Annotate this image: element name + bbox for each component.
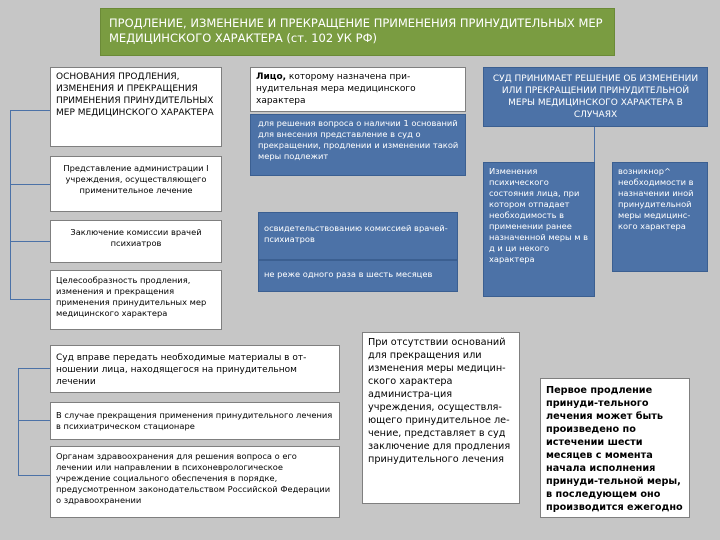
transfer-connector-mid — [18, 420, 50, 421]
person-header-text: которому назначена при-нудительная мера медицинского характера — [256, 72, 416, 106]
person-examination-box: освидетельствованию комиссией врачей-психиатров — [258, 212, 458, 260]
court-case-new-measure: возникнор^ необходимости в назначении иной принудительной меры медицинс-кого характера — [612, 162, 708, 272]
first-prolongation-box: Первое продление принуди-тельного лечения может быть произведено по истечении шести месяцев с момента начала исполнения принуди-тельной меры, в последующем оно производится ежегодно — [540, 378, 690, 518]
transfer-case-health-authorities: Органам здравоохранения для решения вопроса о его лечении или направлении в психоневрологическое учреждение социального обеспечения в порядке, предусмотренном законодательством Российской Федерации о здравоохранении — [50, 446, 340, 518]
transfer-connector — [18, 368, 50, 476]
grounds-connector-mid2 — [10, 241, 50, 242]
person-frequency-box: не реже одного раза в шесть месяцев — [258, 260, 458, 292]
court-transfer-header: Суд вправе передать необходимые материалы в от-ношении лица, находящегося на принудительном лечении — [50, 345, 340, 393]
diagram-title: ПРОДЛЕНИЕ, ИЗМЕНЕНИЕ И ПРЕКРАЩЕНИЕ ПРИМЕНЕНИЯ ПРИНУДИТЕЛЬНЫХ МЕР МЕДИЦИНСКОГО ХАРАКТЕРА (ст. 102 УК РФ) — [100, 8, 615, 56]
person-header-box — [250, 67, 466, 112]
grounds-item-expediency: Целесообразность продления, изменения и прекращения применения принудительных мер медицинского характера — [50, 270, 222, 330]
transfer-case-termination: В случае прекращения применения принудительного лечения в психиатрическом стационаре — [50, 402, 340, 440]
court-case-mental-change: Изменения психического состояния лица, при котором отпадает необходимость в применении ранее назначенной меры м в д и ци некого характера — [483, 162, 595, 297]
grounds-item-commission: Заключение комиссии врачей психиатров — [50, 220, 222, 263]
court-connector-vertical — [594, 127, 595, 162]
grounds-header-box: ОСНОВАНИЯ ПРОДЛЕНИЯ, ИЗМЕНЕНИЯ И ПРЕКРАЩЕНИЯ ПРИМЕНЕНИЯ ПРИНУДИТЕЛЬНЫХ МЕР МЕДИЦИНСКОГО ХАРАКТЕРА — [50, 67, 222, 147]
grounds-connector — [10, 110, 50, 300]
person-header-bold: Лицо, — [256, 72, 287, 82]
person-purpose-box: для решения вопроса о наличии 1 оснований для внесения представление в суд о прекращении, продлении и изменении такой меры подлежит — [250, 114, 466, 176]
grounds-item-administration: Представление администрации I учреждения, осуществляющего применительное лечение — [50, 156, 222, 212]
prolongation-conclusion-box: При отсутствии оснований для прекращения или изменения меры медицин-ского характера администра-ция учреждения, осуществля-ющего принудительное ле-чение, представляет в суд заключение для продления принудительного лечения — [362, 332, 520, 504]
court-decision-header: СУД ПРИНИМАЕТ РЕШЕНИЕ ОБ ИЗМЕНЕНИИ ИЛИ ПРЕКРАЩЕНИИ ПРИНУДИТЕЛЬНОЙ МЕРЫ МЕДИЦИНСКОГО ХАРАКТЕРА В СЛУЧАЯХ — [483, 67, 708, 127]
grounds-connector-mid1 — [10, 184, 50, 185]
